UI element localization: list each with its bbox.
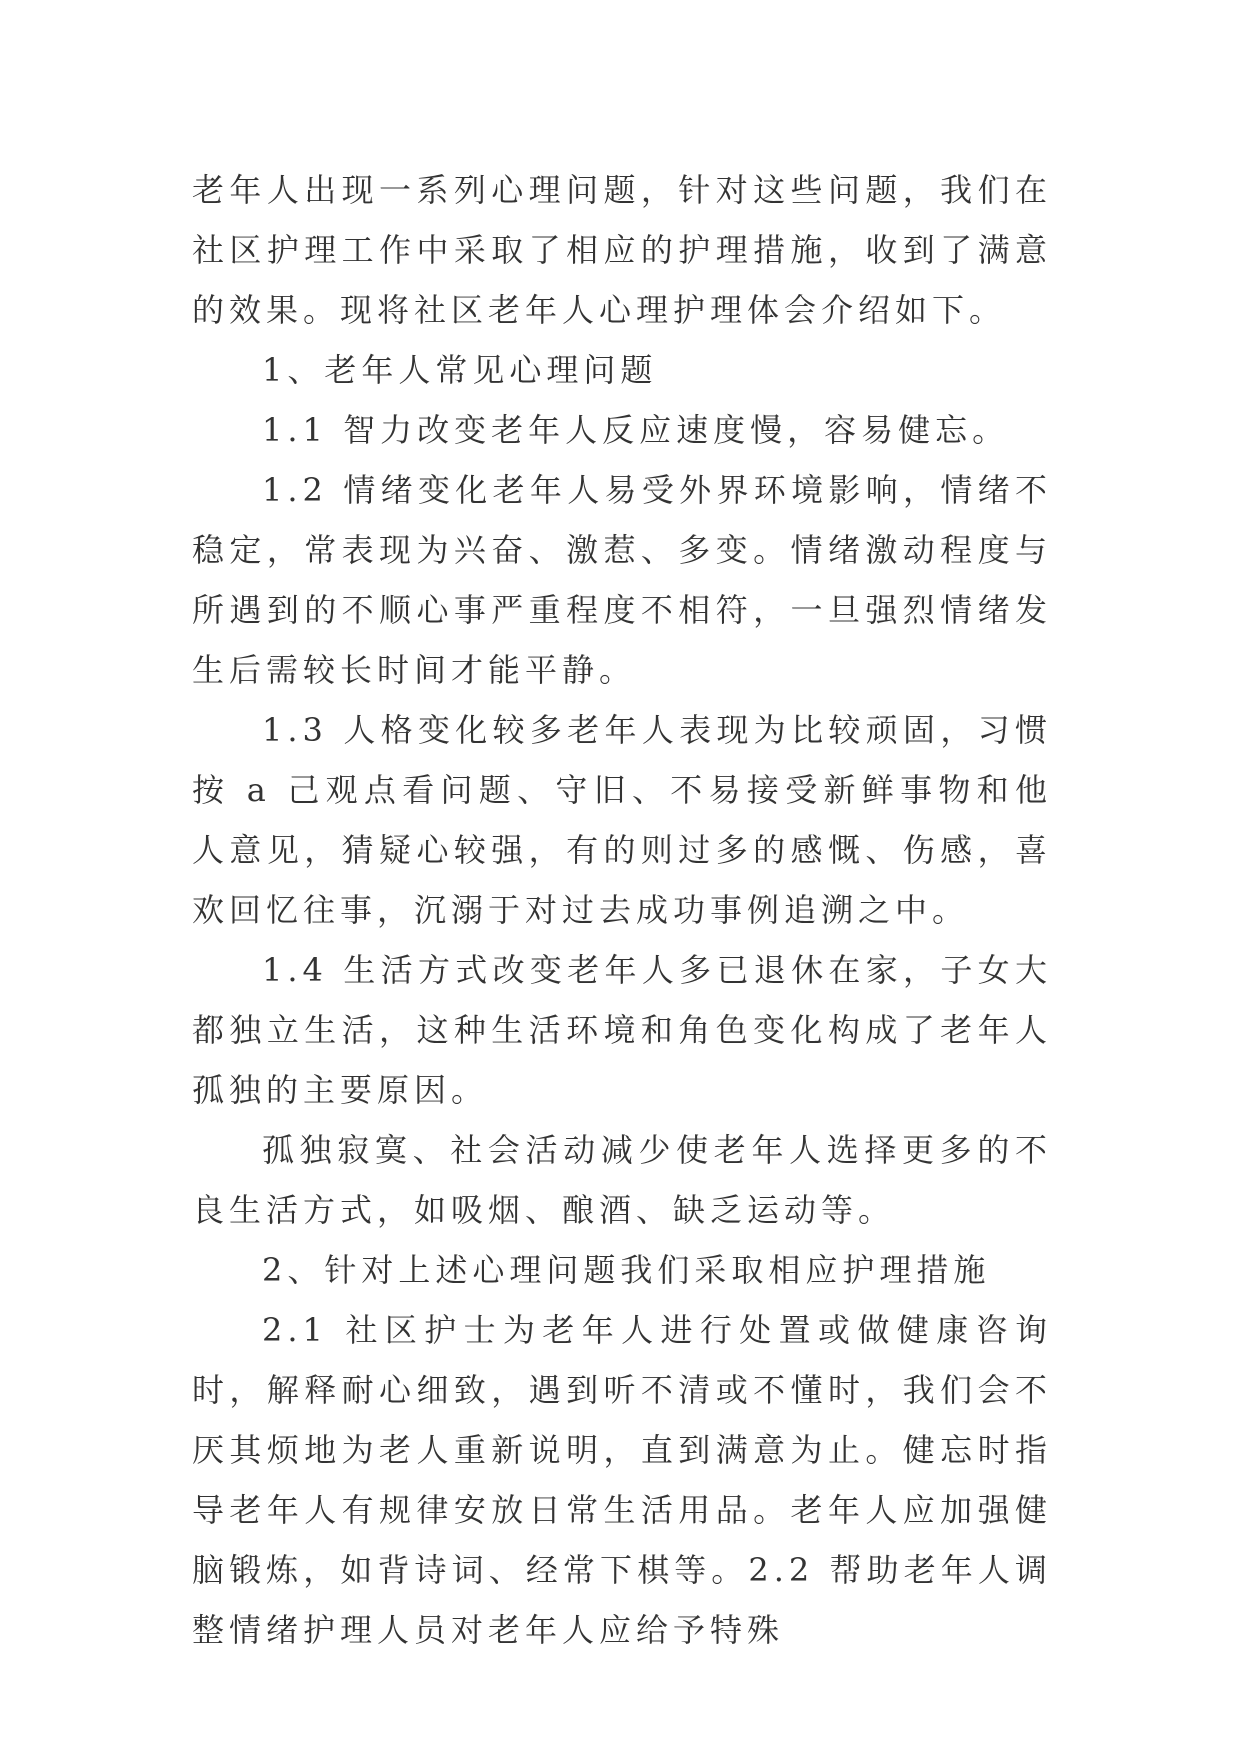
paragraph-2-1: 2.1 社区护士为老年人进行处置或做健康咨询时，解释耐心细致，遇到听不清或不懂时，我们会不厌其烦地为老人重新说明，直到满意为止。健忘时指导老年人有规律安放日常生活用品。老年人应加强健脑锻炼，如背诗词、经常下棋等。2.2 帮助老年人调整情绪护理人员对老年人应给予特殊: [192, 1311, 1052, 1649]
heading-section-1: 1、老年人常见心理问题: [262, 351, 658, 389]
document-body: [192, 160, 1052, 1660]
paragraph-1-2: 1.2 情绪变化老年人易受外界环境影响，情绪不稳定，常表现为兴奋、激惹、多变。情绪激动程度与所遇到的不顺心事严重程度不相符，一旦强烈情绪发生后需较长时间才能平静。: [192, 471, 1052, 689]
paragraph-1-1: 1.1 智力改变老年人反应速度慢，容易健忘。: [262, 411, 1010, 449]
paragraph-intro: 老年人出现一系列心理问题，针对这些问题，我们在社区护理工作中采取了相应的护理措施，收到了满意的效果。现将社区老年人心理护理体会介绍如下。: [192, 171, 1052, 329]
paragraph-1-3: 1.3 人格变化较多老年人表现为比较顽固，习惯按 a 己观点看问题、守旧、不易接受新鲜事物和他人意见，猜疑心较强，有的则过多的感慨、伤感，喜欢回忆往事，沉溺于对过去成功事例追溯之中。: [192, 711, 1052, 929]
paragraph-1-4: 1.4 生活方式改变老年人多已退休在家，子女大都独立生活，这种生活环境和角色变化构成了老年人孤独的主要原因。: [192, 951, 1052, 1109]
paragraph-loneliness: 孤独寂寞、社会活动减少使老年人选择更多的不良生活方式，如吸烟、酿酒、缺乏运动等。: [192, 1131, 1052, 1229]
heading-section-2: 2、针对上述心理问题我们采取相应护理措施: [262, 1251, 991, 1289]
